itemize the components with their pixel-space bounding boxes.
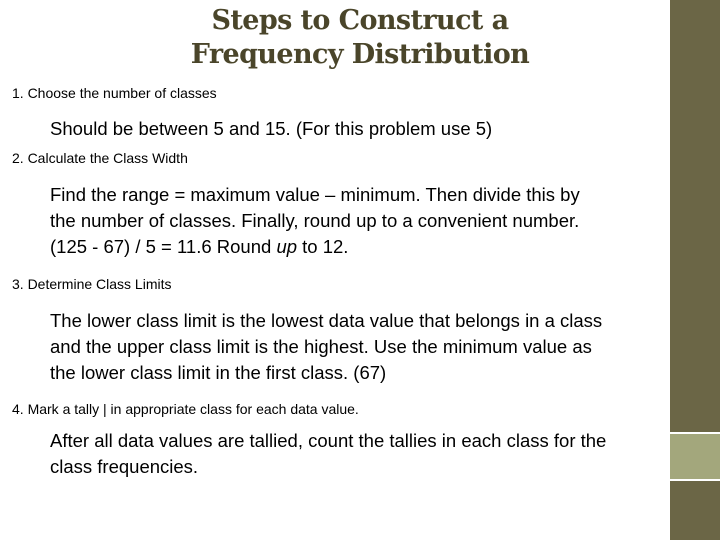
step-2-detail-text-a: Find the range = maximum value – minimum. Then divide this by the number of classes. Finally, round up to a convenient number. (125 - 67) / 5 = 11.6 Round	[50, 184, 580, 257]
step-2-detail-emphasis: up	[276, 236, 298, 257]
step-3-heading: 3. Determine Class Limits	[12, 276, 172, 292]
decorative-sidebar	[667, 0, 720, 540]
step-2-heading: 2. Calculate the Class Width	[12, 150, 188, 166]
step-4-detail: After all data values are tallied, count the tallies in each class for the class frequencies.	[50, 430, 607, 477]
sidebar-band-accent	[670, 434, 720, 479]
step-2-detail-text-b: to 12.	[297, 236, 349, 257]
step-2-detail	[50, 182, 610, 260]
slide-title	[140, 4, 580, 72]
title-line-2: Frequency Distribution	[190, 39, 530, 70]
sidebar-band-bottom	[670, 481, 720, 540]
step-4-heading: 4. Mark a tally | in appropriate class for each data value.	[12, 401, 359, 417]
title-line-1: Steps to Construct a	[211, 5, 509, 36]
step-1-heading: 1. Choose the number of classes	[12, 85, 217, 101]
step-3-detail: The lower class limit is the lowest data value that belongs in a class and the upper class limit is the highest. Use the minimum value as the lower class limit in the first class. (67)	[50, 310, 603, 383]
step-1-detail: Should be between 5 and 15. (For this problem use 5)	[50, 118, 493, 139]
sidebar-band-top	[670, 0, 720, 432]
